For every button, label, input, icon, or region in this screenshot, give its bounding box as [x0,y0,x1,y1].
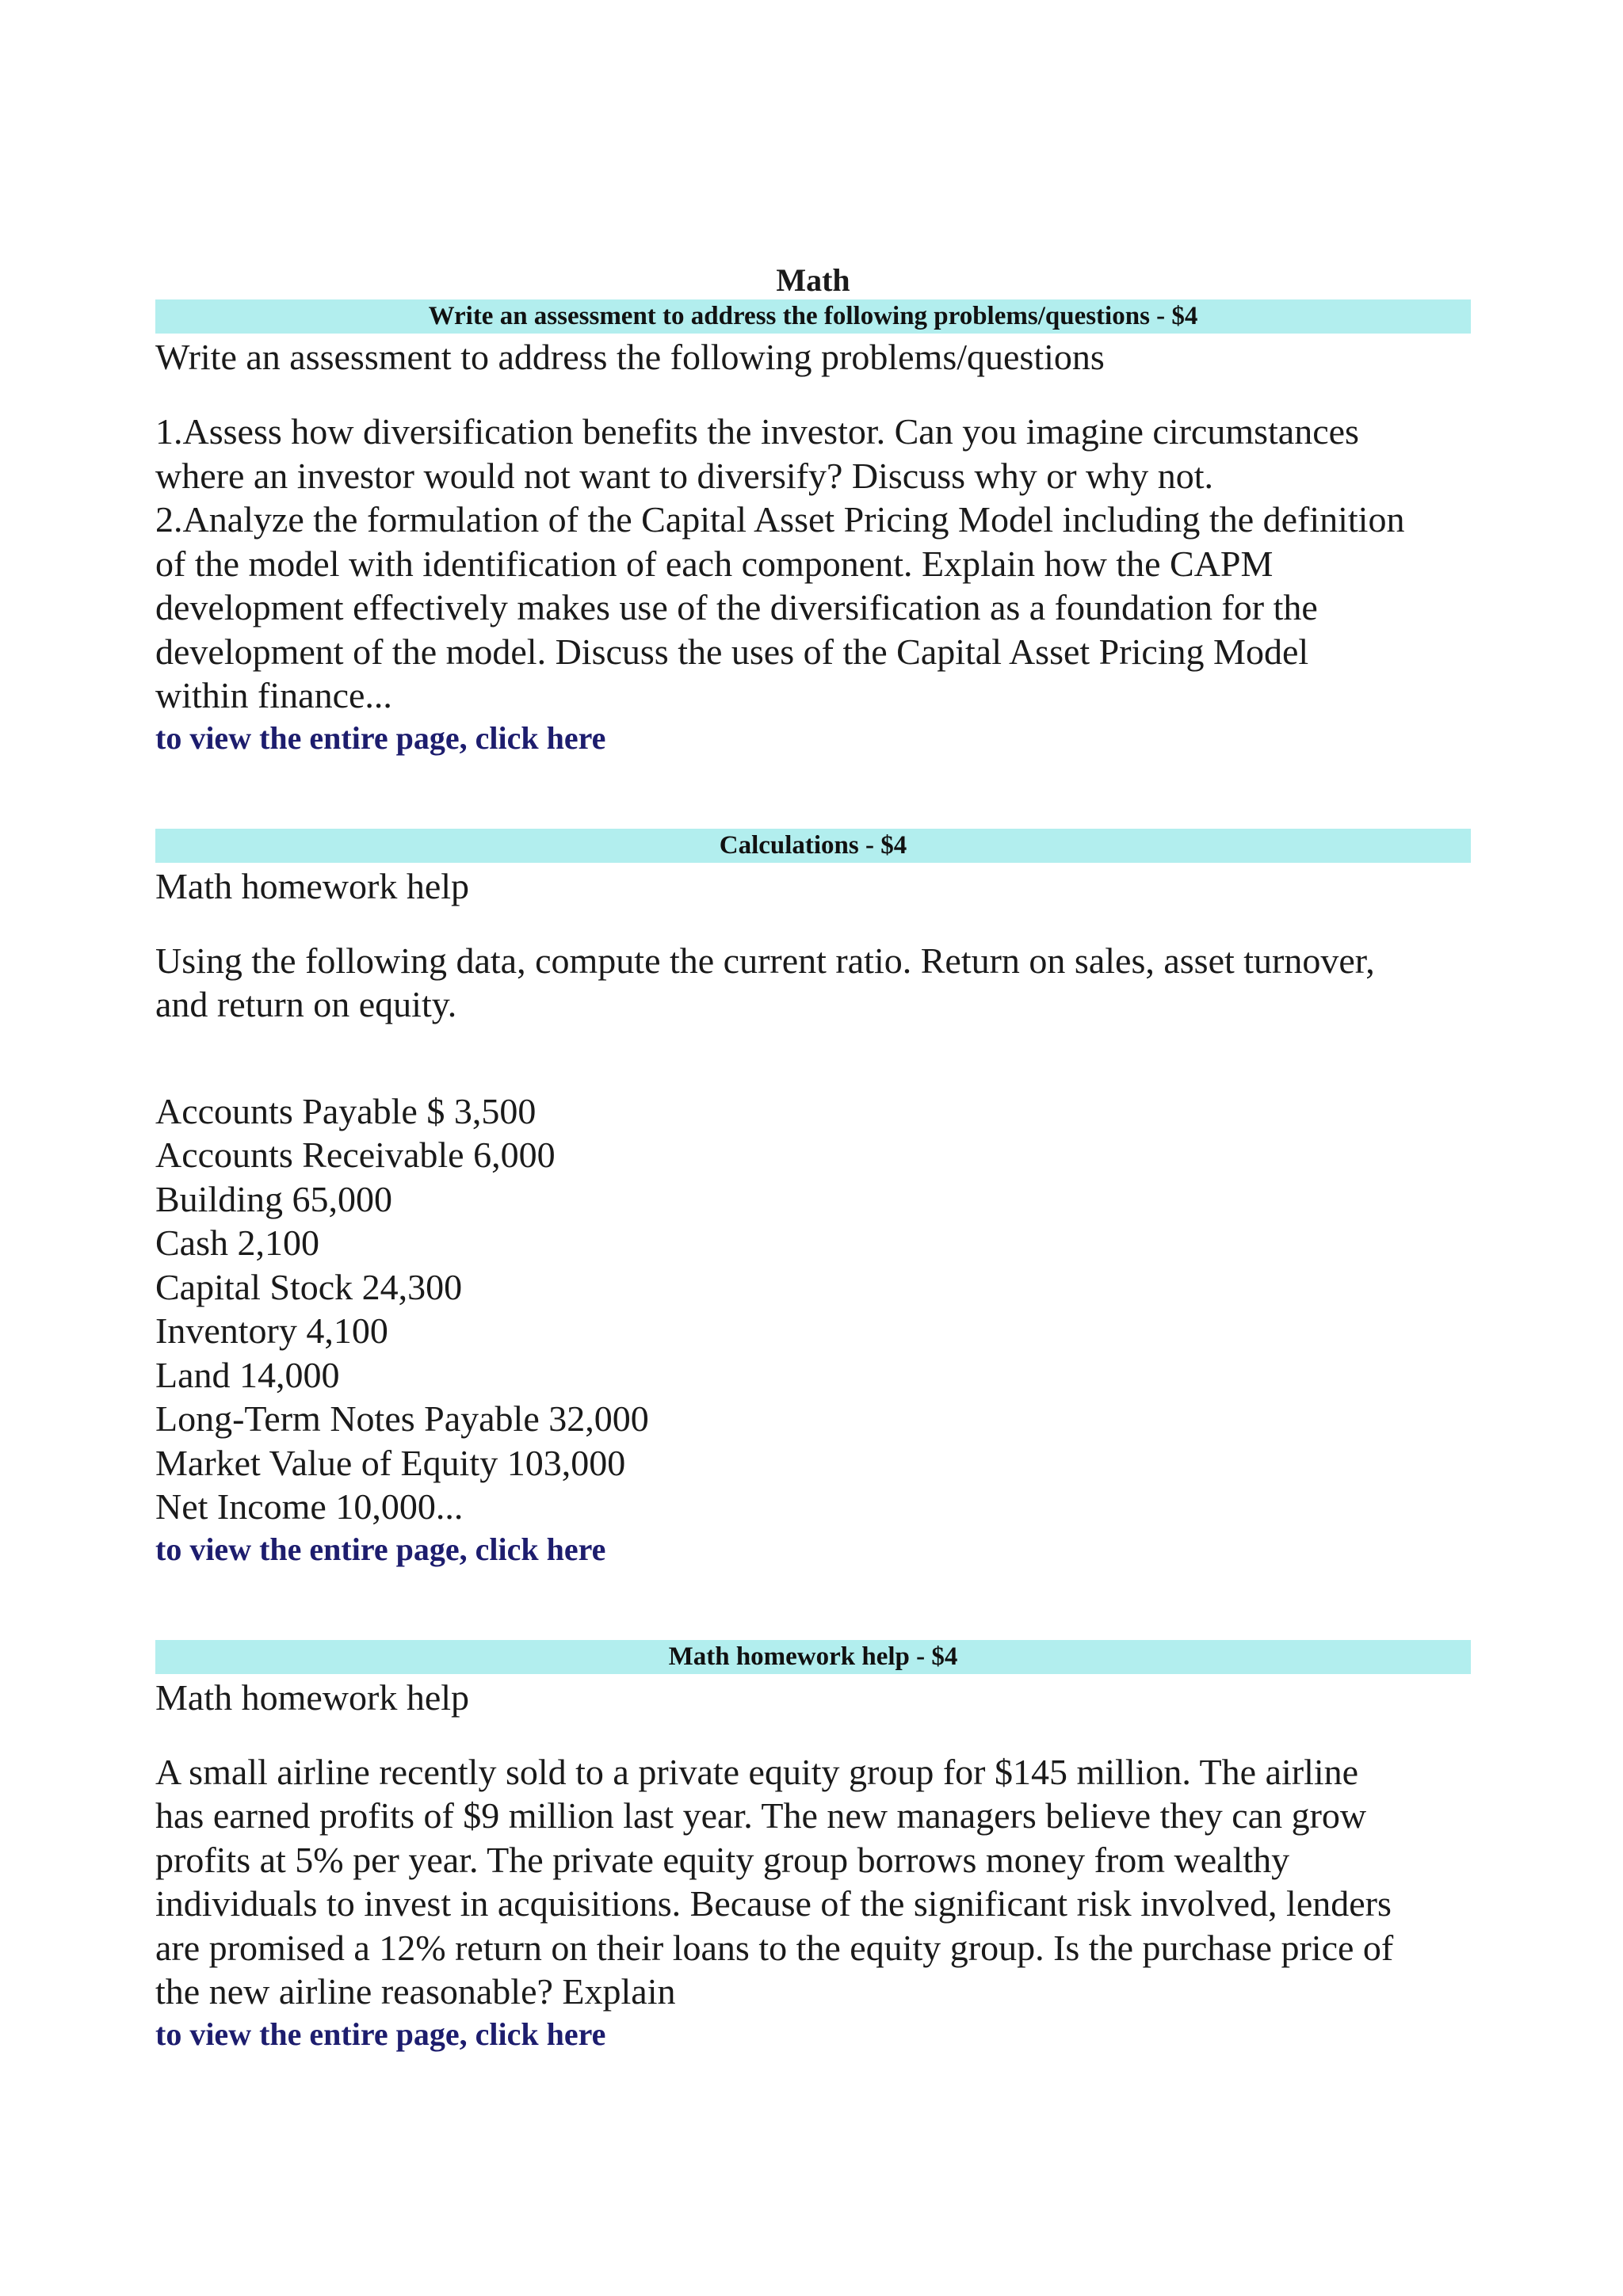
paragraph-gap [155,1720,1471,1750]
list-item: Market Value of Equity 103,000 [155,1442,626,1483]
body-line: A small airline recently sold to a private equity group for $145 million. The airline [155,1751,1359,1792]
paragraph-gap [155,379,1471,410]
section-spacer [155,1570,1471,1640]
list-item: Land 14,000 [155,1354,340,1395]
body-line: of the model with identification of each component. Explain how the CAPM [155,543,1274,584]
list-item: Building 65,000 [155,1178,393,1219]
body-line: has earned profits of $9 million last year. The new managers believe they can grow [155,1795,1367,1836]
section-subtitle: Math homework help [155,865,470,906]
section-header: Write an assessment to address the following problems/questions - $4 [155,299,1471,334]
list-item: Capital Stock 24,300 [155,1266,463,1307]
section-subtitle: Write an assessment to address the following problems/questions [155,337,1105,377]
body-line: Using the following data, compute the current ratio. Return on sales, asset turnover, [155,940,1375,981]
body-line: the new airline reasonable? Explain [155,1971,676,2012]
view-entire-page-link[interactable]: to view the entire page, click here [155,1531,606,1567]
section-header: Math homework help - $4 [155,1640,1471,1674]
body-line: development effectively makes use of the diversification as a foundation for the [155,587,1318,627]
section-body [155,939,1471,1027]
body-line: 2.Analyze the formulation of the Capital Asset Pricing Model including the definition [155,499,1405,540]
section-spacer [155,759,1471,829]
paragraph-gap [155,909,1471,939]
body-line: and return on equity. [155,984,457,1024]
paragraph-gap [155,1027,1471,1089]
body-line: where an investor would not want to diversify? Discuss why or why not. [155,455,1214,496]
body-line: individuals to invest in acquisitions. Because of the significant risk involved, lenders [155,1883,1392,1924]
section-header: Calculations - $4 [155,829,1471,863]
body-line: profits at 5% per year. The private equity group borrows money from wealthy [155,1839,1290,1880]
section-assessment [155,299,1471,759]
list-item: Accounts Payable $ 3,500 [155,1090,537,1131]
section-subtitle: Math homework help [155,1676,470,1718]
list-item: Cash 2,100 [155,1222,319,1263]
list-item: Accounts Receivable 6,000 [155,1135,556,1175]
body-line: within finance... [155,675,392,715]
body-line: 1.Assess how diversification benefits the investor. Can you imagine circumstances [155,411,1359,452]
section-body [155,410,1471,718]
section-body [155,1750,1471,2014]
list-item: Inventory 4,100 [155,1310,388,1351]
data-list [155,1089,1471,1529]
body-line: are promised a 12% return on their loans to the equity group. Is the purchase price of [155,1927,1394,1968]
list-item: Net Income 10,000... [155,1486,464,1527]
list-item: Long-Term Notes Payable 32,000 [155,1398,649,1439]
document-page [155,261,1471,2055]
body-line: development of the model. Discuss the uses of the Capital Asset Pricing Model [155,631,1309,672]
view-entire-page-link[interactable]: to view the entire page, click here [155,719,606,756]
page-title: Math [776,262,850,298]
section-calculations [155,829,1471,1570]
view-entire-page-link[interactable]: to view the entire page, click here [155,2016,606,2052]
section-math-homework-help [155,1640,1471,2055]
